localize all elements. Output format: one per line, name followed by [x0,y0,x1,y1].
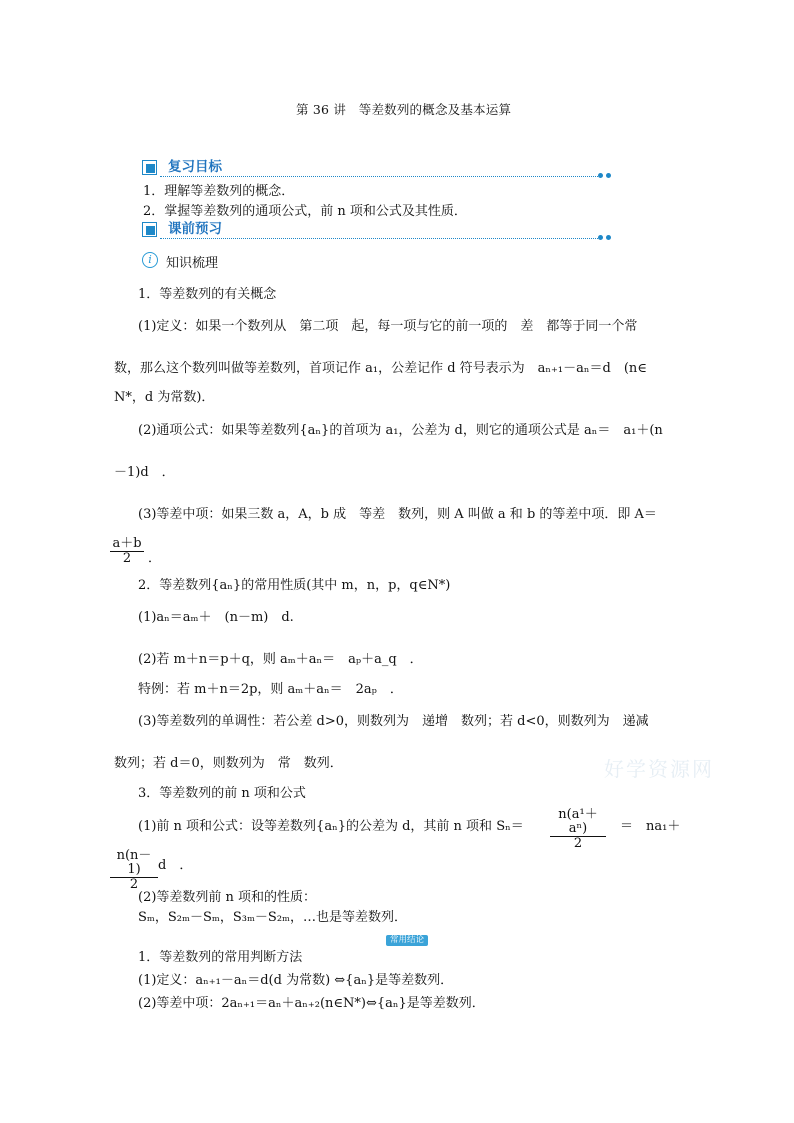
common-conclusion-badge: 常用结论 [386,935,428,946]
square-icon [142,222,157,237]
mean-line: (3)等差中项：如果三数 a，A，b 成 等差 数列，则 A 叫做 a 和 b 的等差中项．即 A＝ [138,507,657,522]
definition-line: 数，那么这个数列叫做等差数列，首项记作 a₁，公差记作 d 符号表示为 aₙ₊₁－aₙ＝d (n∈ [114,361,647,376]
dotted-divider [160,176,602,177]
fraction-numerator: n(a¹＋aⁿ) [550,808,606,837]
general-term-line: (2)通项公式：如果等差数列{aₙ}的首项为 a₁，公差为 d，则它的通项公式是 aₙ＝ a₁＋(n [138,423,663,438]
dot-icon [606,235,611,240]
fraction-numerator: a＋b [110,537,144,552]
square-icon [142,160,157,175]
judge-line: (1)定义：aₙ₊₁－aₙ＝d(d 为常数) ⇔{aₙ}是等差数列． [138,973,454,988]
fraction-sum [550,808,606,851]
fraction-sum-d [110,849,158,892]
dot-icon [606,173,611,178]
general-term-line: －1)d ． [114,465,175,480]
section-header-review-goals [142,158,612,178]
section-heading: 复习目标 [168,159,222,175]
goal-item: 2．掌握等差数列的通项公式，前 n 项和公式及其性质． [143,204,467,219]
judge-heading: 1．等差数列的常用判断方法 [138,950,303,965]
sum-property-heading: (2)等差数列前 n 项和的性质： [138,890,317,905]
subsection-heading: 1．等差数列的有关概念 [138,287,277,302]
fraction-mean [110,537,144,566]
subsection-heading: 2．等差数列{aₙ}的常用性质(其中 m，n，p，q∈N*) [138,578,451,593]
section-header-preview [142,220,612,240]
dotted-divider [160,238,602,239]
knowledge-label: 知识梳理 [166,256,219,271]
goal-item: 1．理解等差数列的概念． [143,184,295,199]
fraction-numerator: n(n－1) [110,849,158,878]
info-icon: i [142,252,158,268]
dot-icon [598,235,603,240]
subsection-heading: 3．等差数列的前 n 项和公式 [138,786,306,801]
property-line: 数列；若 d＝0，则数列为 常 数列． [114,756,343,771]
property-line: 特例：若 m＋n＝2p，则 aₘ＋aₙ＝ 2aₚ ． [138,682,403,697]
dot-icon [598,173,603,178]
watermark: 好学资源网 [604,757,714,781]
property-line: (3)等差数列的单调性：若公差 d>0，则数列为 递增 数列；若 d<0，则数列为 递减 [138,714,649,729]
fraction-denominator: 2 [122,551,132,566]
judge-line: (2)等差中项：2aₙ₊₁＝aₙ＋aₙ₊₂(n∈N*)⇔{aₙ}是等差数列． [138,996,485,1011]
fraction-denominator: 2 [129,877,139,892]
sum-property-text: Sₘ，S₂ₘ－Sₘ，S₃ₘ－S₂ₘ，…也是等差数列． [138,910,408,925]
section-heading: 课前预习 [168,221,222,237]
page-title: 第 36 讲 等差数列的概念及基本运算 [296,102,512,117]
definition-line: (1)定义：如果一个数列从 第二项 起，每一项与它的前一项的 差 都等于同一个常 [138,319,638,334]
property-line: (2)若 m＋n＝p＋q，则 aₘ＋aₙ＝ aₚ＋a_q ． [138,652,423,667]
sum-formula-end: d ． [158,858,193,873]
sum-formula-line: ＝ na₁＋ [620,819,681,834]
sum-formula-line: (1)前 n 项和公式：设等差数列{aₙ}的公差为 d，其前 n 项和 Sₙ＝ [138,819,524,834]
property-line: (1)aₙ＝aₘ＋ (n－m) d. [138,610,294,625]
fraction-denominator: 2 [573,836,583,851]
definition-line: N*，d 为常数)． [114,390,215,405]
mean-line-end: ． [148,551,162,566]
